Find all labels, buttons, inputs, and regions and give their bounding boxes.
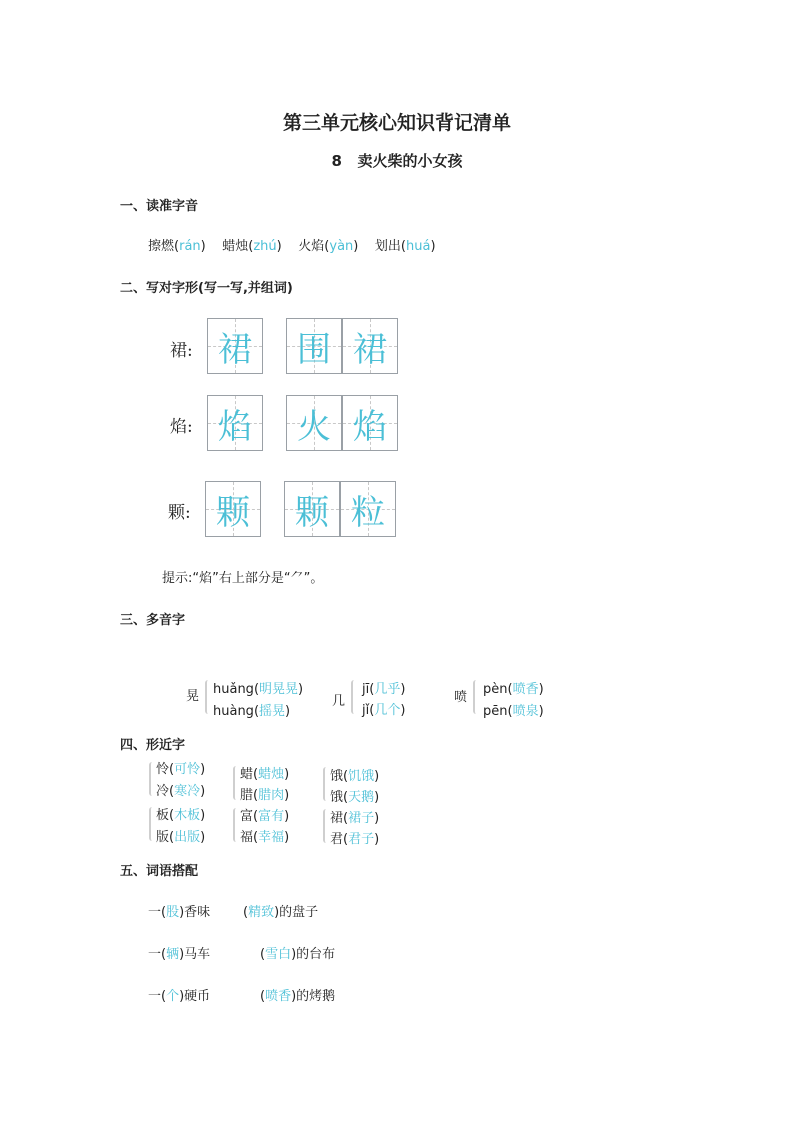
brace [323,767,330,801]
similar-item: 裙(裙子) [330,811,380,826]
polyphone-reading: huàng(摇晃) [213,704,291,719]
writing-word-box: 粒 [340,481,396,537]
polyphone-char: 晃 [186,689,200,704]
writing-word-box: 焰 [342,395,398,451]
writing-word-box: 火 [286,395,342,451]
brace [323,809,330,843]
brace [473,680,480,714]
brace [149,762,156,796]
collocation-left: 一(辆)马车 [148,947,211,962]
section-heading-polyphones: 三、多音字 [120,613,186,628]
similar-item: 版(出版) [156,830,206,845]
similar-item: 福(幸福) [240,830,290,845]
similar-item: 腊(腊肉) [240,788,290,803]
pron-item-3: 火焰(yàn) [298,239,359,254]
brace [205,680,212,714]
writing-sample-box: 裙 [207,318,263,374]
polyphone-reading: pèn(喷香) [483,682,544,697]
section-heading-similar: 四、形近字 [120,738,186,753]
polyphone-char: 几 [332,694,346,709]
collocation-right: (喷香)的烤鹅 [260,989,336,1004]
lesson-name: 卖火柴的小女孩 [357,152,463,170]
brace [233,808,240,842]
collocation-left: 一(股)香味 [148,905,211,920]
pron-item-4: 划出(huá) [374,239,436,254]
similar-item: 饿(饥饿) [330,769,380,784]
polyphone-char: 喷 [454,690,468,705]
writing-word-box: 围 [286,318,342,374]
writing-label: 裙: [170,341,193,361]
section-heading-collocations: 五、词语搭配 [120,864,199,879]
page-title: 第三单元核心知识背记清单 [282,112,511,134]
writing-word-box: 颗 [284,481,340,537]
polyphone-reading: jī(几乎) [362,682,406,697]
collocation-right: (雪白)的台布 [260,947,336,962]
polyphone-reading: pēn(喷泉) [483,704,544,719]
similar-item: 富(富有) [240,809,290,824]
writing-label: 焰: [170,417,193,437]
collocation-right: (精致)的盘子 [243,905,319,920]
writing-sample-box: 颗 [205,481,261,537]
brace [351,680,358,714]
lesson-number: 8 [331,152,342,170]
pron-item-2: 蜡烛(zhú) [222,239,282,254]
similar-item: 君(君子) [330,832,380,847]
writing-word-box: 裙 [342,318,398,374]
writing-label: 颗: [168,503,191,523]
collocation-left: 一(个)硬币 [148,989,211,1004]
polyphone-reading: huǎng(明晃晃) [213,682,304,697]
pron-item-1: 擦燃(rán) [148,239,206,254]
lesson-title [0,150,794,171]
similar-item: 饿(天鹅) [330,790,380,805]
similar-item: 板(木板) [156,808,206,823]
section-heading-pronunciation: 一、读准字音 [120,199,199,214]
brace [149,807,156,841]
section-heading-writing: 二、写对字形(写一写,并组词) [120,281,293,296]
writing-hint: 提示:“焰”右上部分是“⺈”。 [162,571,324,586]
similar-item: 怜(可怜) [156,762,206,777]
brace [233,766,240,800]
polyphone-reading: jǐ(几个) [362,703,406,718]
writing-sample-box: 焰 [207,395,263,451]
pronunciation-row [148,235,436,254]
similar-item: 冷(寒冷) [156,784,206,799]
similar-item: 蜡(蜡烛) [240,767,290,782]
